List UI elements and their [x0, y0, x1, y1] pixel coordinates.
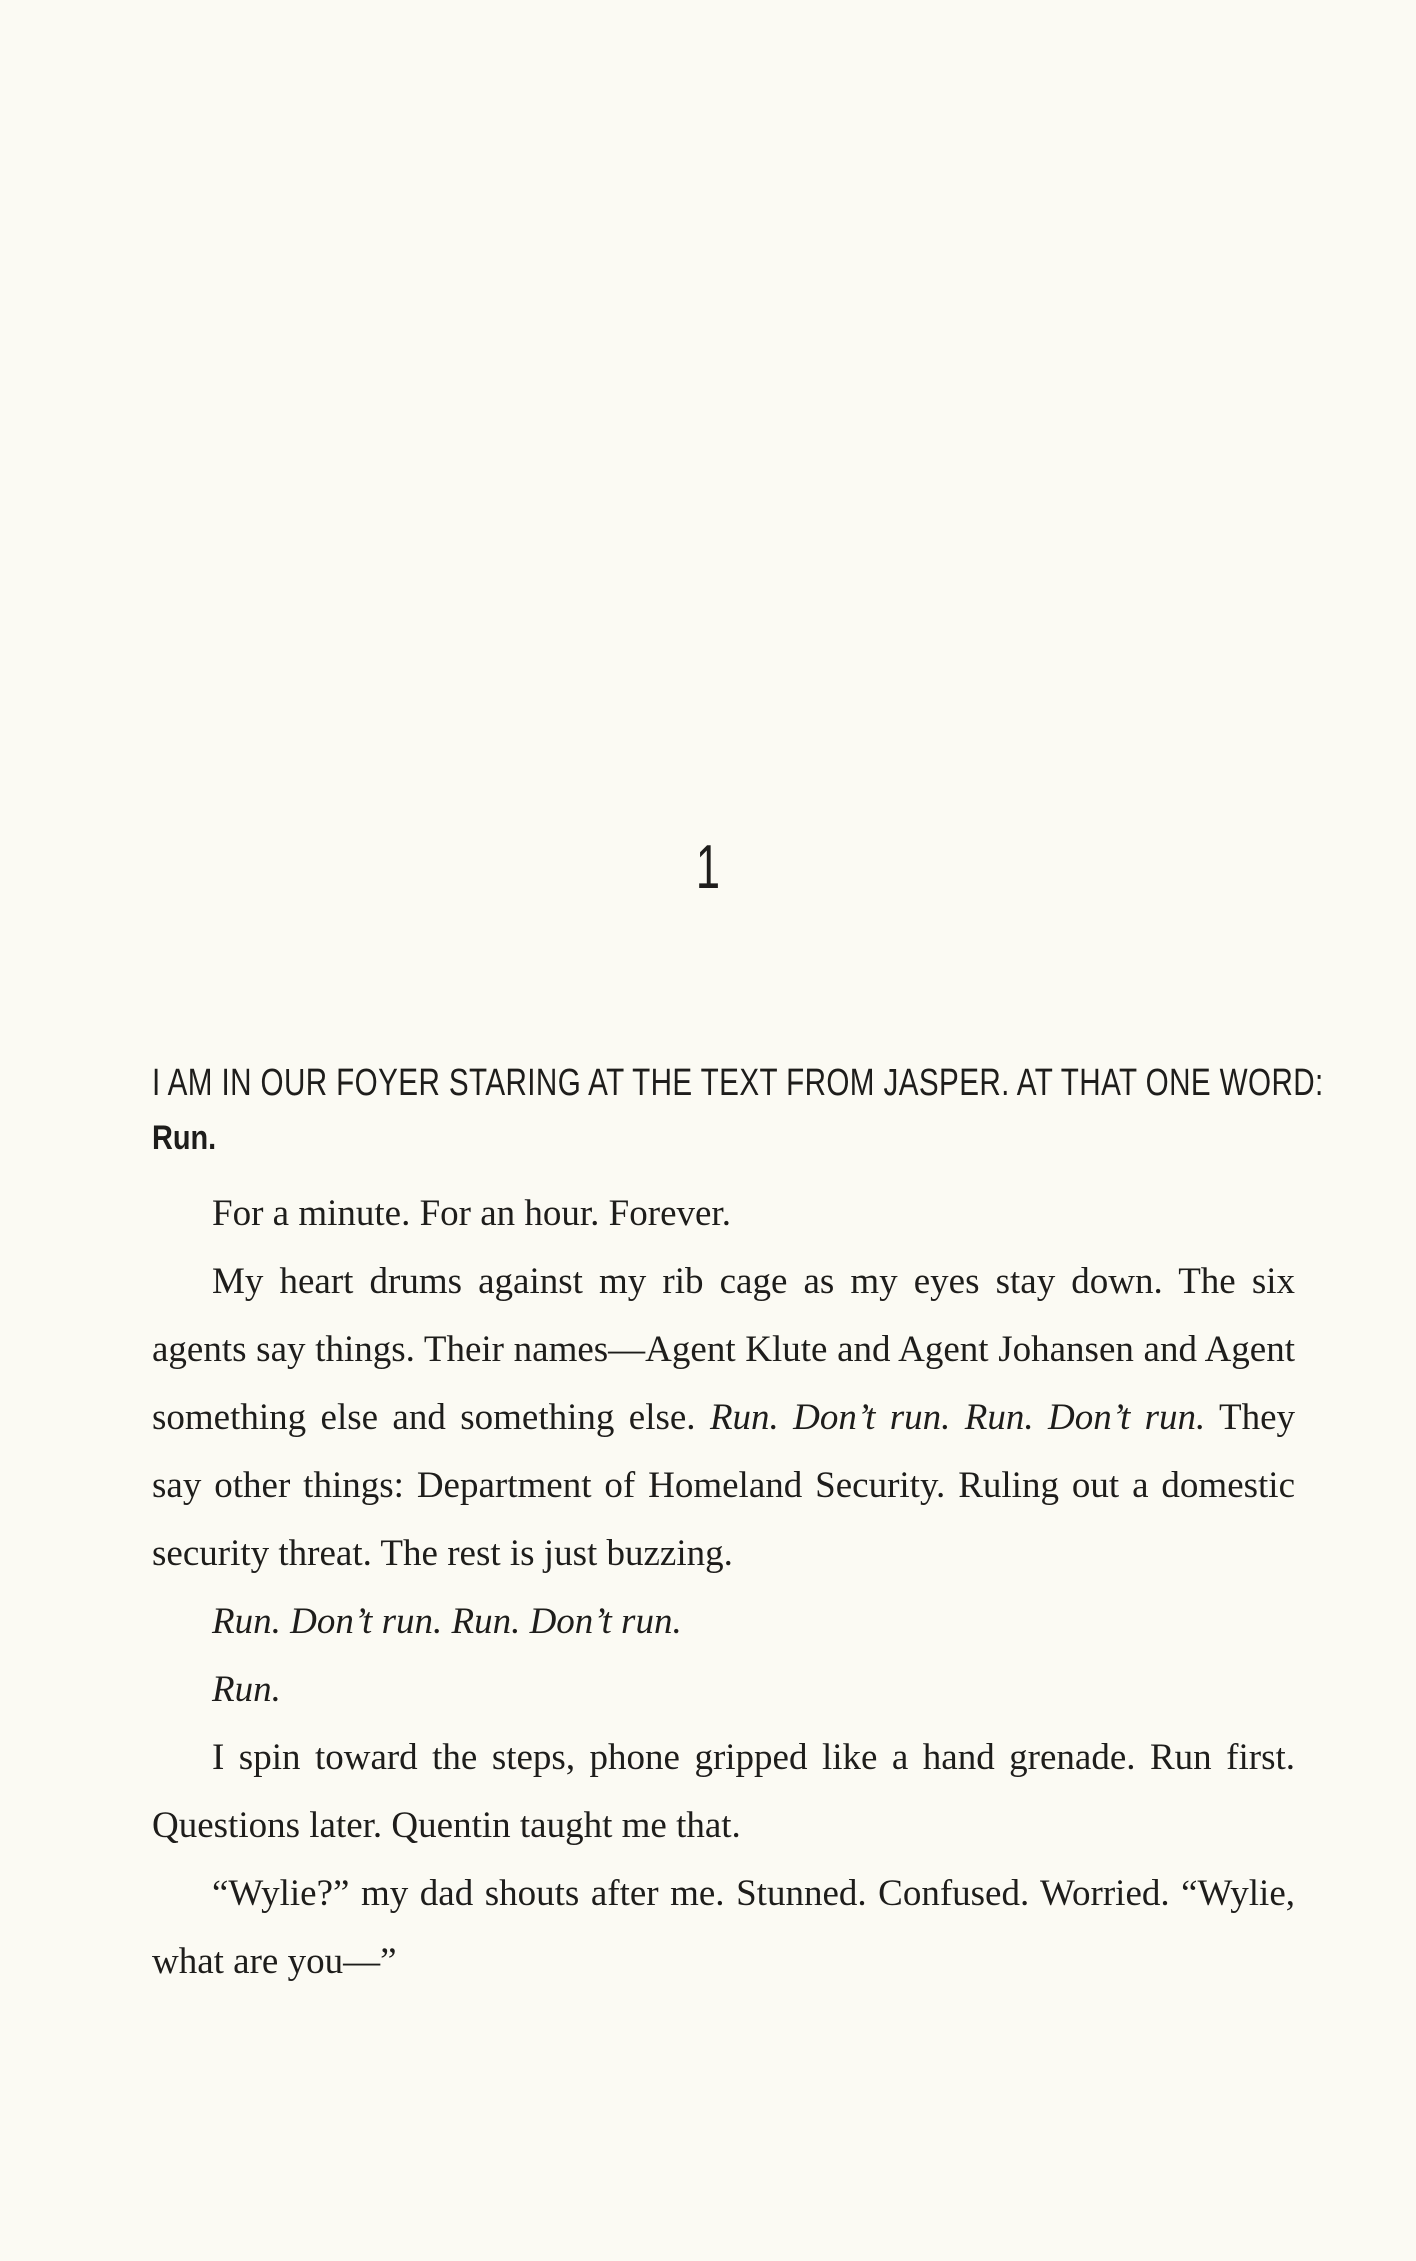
opening-line: I AM IN OUR FOYER STARING AT THE TEXT FROM JASPER. AT THAT ONE WORD:: [152, 1062, 1324, 1104]
paragraph-2-end: They say other things: Department of Homeland Security. Ruling out a domestic security threat. The rest is just buzzing.: [152, 1397, 1295, 1574]
paragraph-1: For a minute. For an hour. Forever.: [212, 1193, 731, 1234]
paragraph-2: [152, 1248, 1295, 1588]
paragraph-3: Run. Don’t run. Run. Don’t run.: [212, 1601, 682, 1642]
paragraph-2-start: My heart drums against my rib cage as my eyes stay down. The six agents say things. Their names—Agent Klute and Agent Johansen and Agent something else and something else.: [152, 1261, 1295, 1438]
chapter-number: 1: [695, 833, 721, 902]
paragraph-2-italic: Run. Don’t run. Run. Don’t run.: [709, 1397, 1206, 1438]
paragraph-6: “Wylie?” my dad shouts after me. Stunned. Confused. Worried. “Wylie, what are you—”: [152, 1873, 1295, 1982]
opening-run-word: Run.: [152, 1119, 217, 1157]
paragraph-4: Run.: [212, 1669, 281, 1710]
paragraph-5: I spin toward the steps, phone gripped like a hand grenade. Run first. Questions later. Quentin taught me that.: [152, 1737, 1295, 1846]
chapter-body: [152, 1052, 1324, 1996]
